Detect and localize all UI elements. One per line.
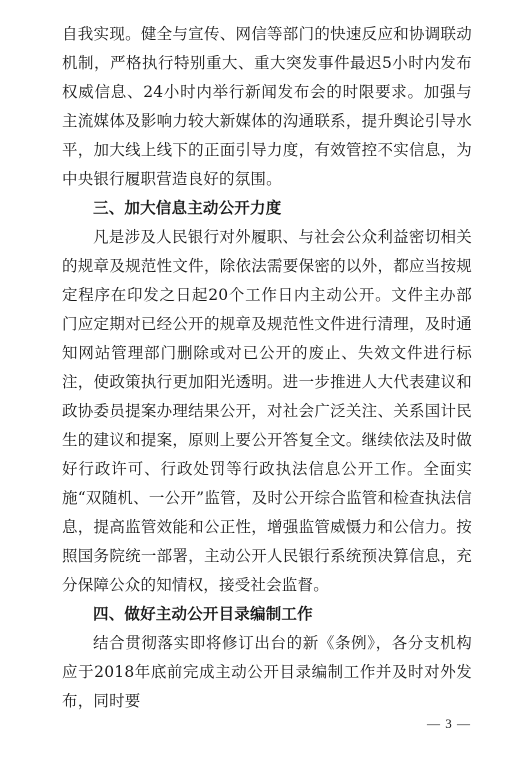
body-text (62, 20, 472, 716)
page-number: — 3 — (427, 716, 471, 731)
section-heading-3: 三、加大信息主动公开力度 (93, 199, 282, 217)
paragraph-section-3: 凡是涉及人民银行对外履职、与社会公众利益密切相关的规章及规范性文件，除依法需要保密的以外，都应当按规定程序在印发之日起20个工作日内主动公开。文件主办部门应定期对已经公开的规章及规范性文件进行清理，及时通知网站管理部门删除或对已公开的废止、失效文件进行标注，使政策执行更加阳光透明。进一步推进人大代表建议和政协委员提案办理结果公开，对社会广泛关注、关系国计民生的建议和提案，原则上要公开答复全文。继续依法及时做好行政许可、行政处罚等行政执法信息公开工作。全面实施“双随机、一公开”监管，及时公开综合监管和检查执法信息，提高监管效能和公正性，增强监管威慑力和公信力。按照国务院统一部署，主动公开人民银行系统预决算信息，充分保障公众的知情权，接受社会监督。 (62, 228, 472, 594)
section-heading-4: 四、做好主动公开目录编制工作 (93, 605, 313, 623)
paragraph-section-4: 结合贯彻落实即将修订出台的新《条例》，各分支机构应于2018年底前完成主动公开目录编制工作并及时对外发布，同时要 (62, 634, 472, 710)
paragraph-continued: 自我实现。健全与宣传、网信等部门的快速反应和协调联动机制，严格执行特别重大、重大突发事件最迟5小时内发布权威信息、24小时内举行新闻发布会的时限要求。加强与主流媒体及影响力较大新媒体的沟通联系，提升舆论引导水平，加大线上线下的正面引导力度，有效管控不实信息，为中央银行履职营造良好的氛围。 (62, 25, 472, 188)
